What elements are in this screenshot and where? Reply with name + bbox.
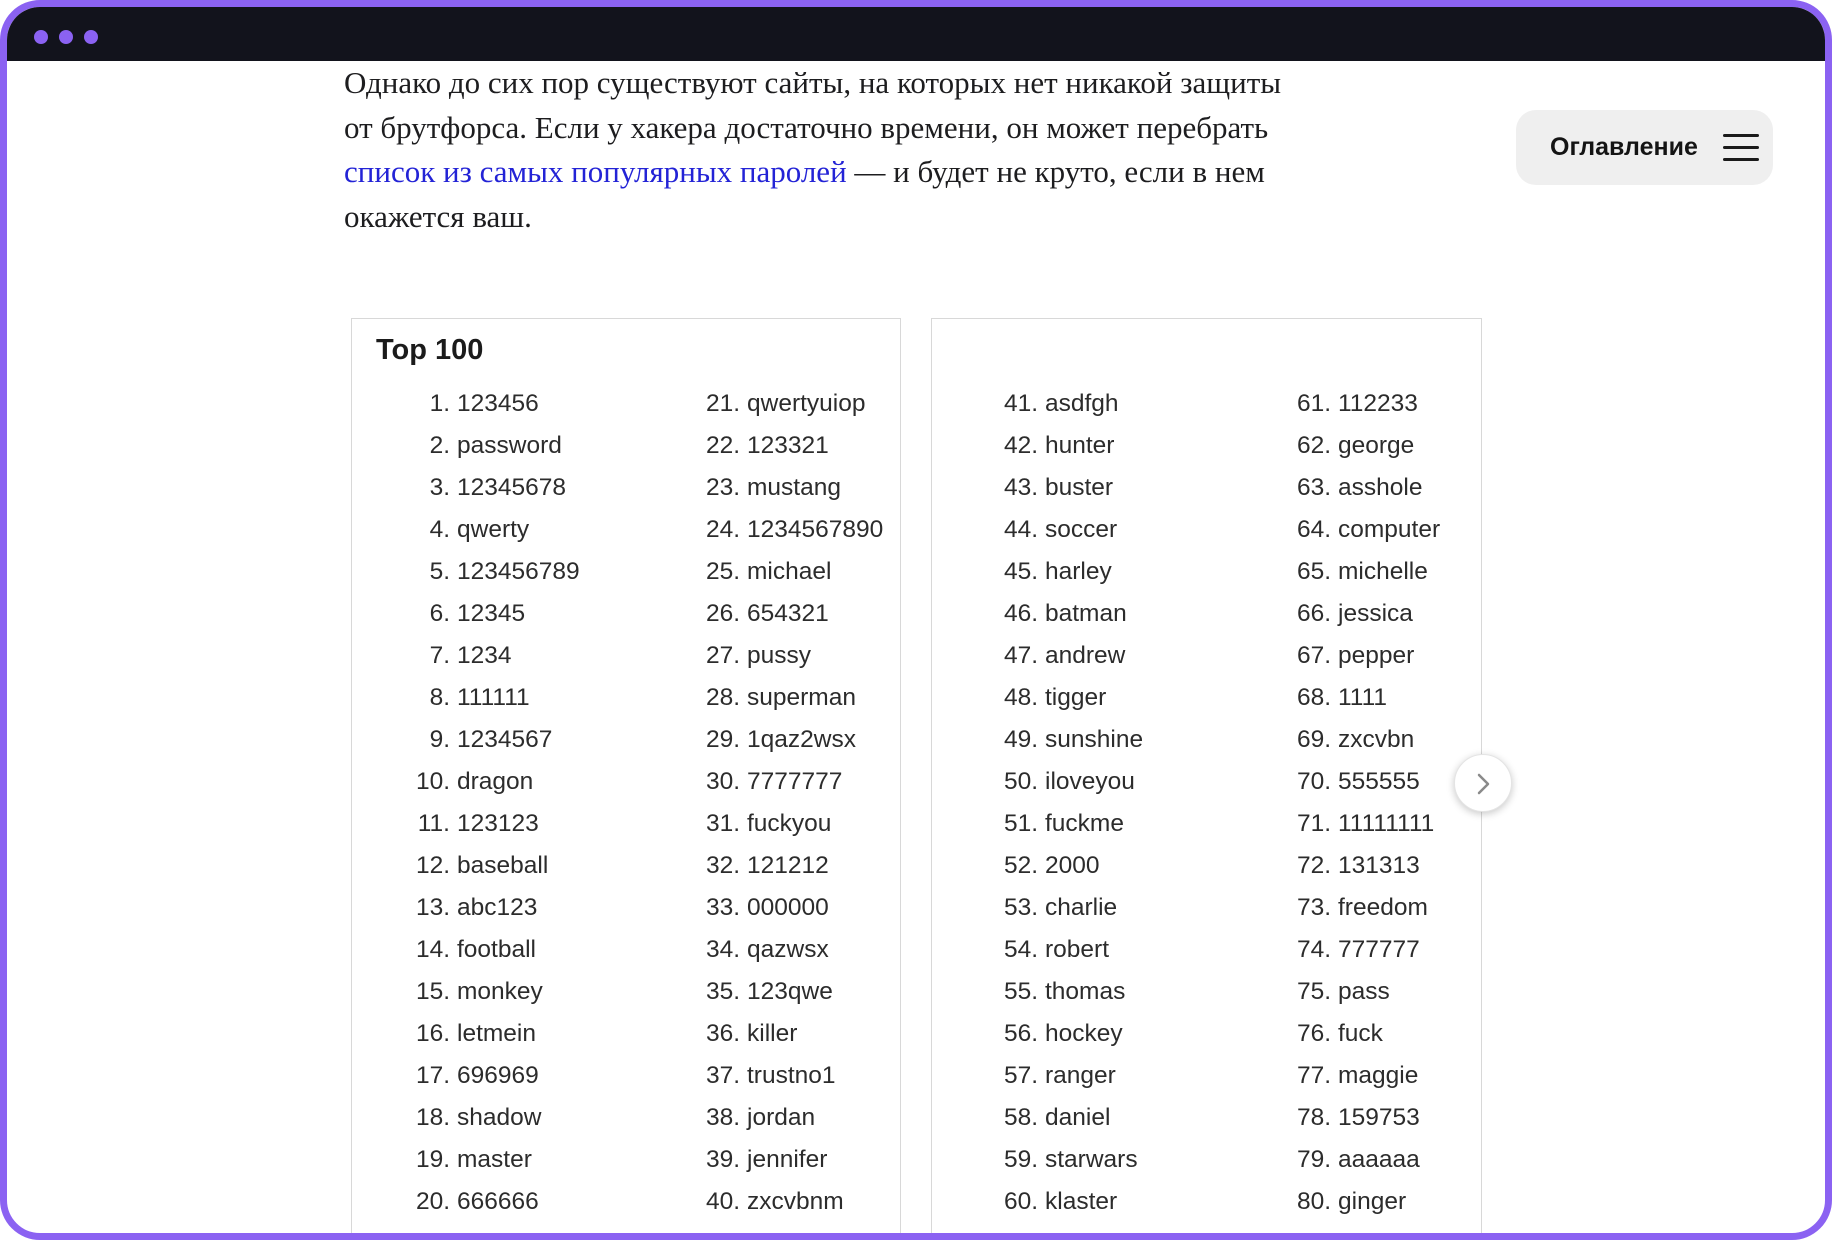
list-item-password: fuckme [1045, 810, 1124, 837]
list-item-number: 74. [1296, 936, 1331, 963]
list-item-number: 61. [1296, 390, 1331, 417]
password-list-item [998, 1055, 1116, 1097]
list-item-password: 131313 [1338, 852, 1420, 879]
password-list-item [700, 677, 856, 719]
list-item-number: 42. [1003, 432, 1038, 459]
list-item-password: asshole [1338, 474, 1423, 501]
list-item-number: 21. [705, 390, 740, 417]
list-item-password: qwerty [457, 516, 530, 543]
password-list-item [998, 509, 1117, 551]
list-item-password: football [457, 936, 537, 963]
password-list-item [700, 551, 831, 593]
password-list-item [1291, 1055, 1418, 1097]
list-item-number: 49. [1003, 726, 1038, 753]
list-item-password: pussy [747, 642, 812, 669]
window-dot-icon[interactable] [84, 30, 98, 44]
list-item-number: 12. [415, 852, 450, 879]
password-list-item [1291, 971, 1390, 1013]
list-item-number: 9. [429, 726, 450, 753]
list-item-number: 25. [705, 558, 740, 585]
password-list-item [998, 1013, 1123, 1055]
password-list-item [998, 593, 1127, 635]
list-item-number: 56. [1003, 1020, 1038, 1047]
password-list-item [410, 971, 543, 1013]
password-list-item [998, 929, 1109, 971]
list-item-password: superman [747, 684, 856, 711]
list-item-number: 43. [1003, 474, 1038, 501]
list-item-password: soccer [1045, 516, 1118, 543]
list-item-password: iloveyou [1045, 768, 1135, 795]
password-list-item [998, 719, 1143, 761]
article-text-line: окажется ваш. [344, 198, 532, 234]
list-item-number: 28. [705, 684, 740, 711]
list-item-password: trustno1 [747, 1062, 836, 1089]
popular-passwords-link[interactable]: список из самых популярных паролей [344, 154, 847, 189]
list-item-number: 40. [705, 1188, 740, 1215]
list-item-password: pass [1338, 978, 1390, 1005]
list-item-password: harley [1045, 558, 1112, 585]
list-item-password: computer [1338, 516, 1441, 543]
password-list-item [1291, 425, 1414, 467]
list-item-number: 57. [1003, 1062, 1038, 1089]
password-list-item [700, 383, 865, 425]
article-paragraph [344, 61, 1404, 239]
password-list-item [410, 1013, 536, 1055]
password-list-item [1291, 509, 1440, 551]
password-list-item [998, 845, 1100, 887]
list-item-number: 54. [1003, 936, 1038, 963]
list-item-password: klaster [1045, 1188, 1118, 1215]
toc-label: Оглавление [1550, 133, 1698, 161]
password-list-item [998, 425, 1114, 467]
password-list-item [410, 551, 580, 593]
list-item-number: 15. [415, 978, 450, 1005]
list-item-number: 2. [429, 432, 450, 459]
table-of-contents-button[interactable] [1516, 110, 1773, 185]
password-list-item [410, 1181, 539, 1223]
list-item-password: tigger [1045, 684, 1107, 711]
list-item-number: 48. [1003, 684, 1038, 711]
list-item-number: 35. [705, 978, 740, 1005]
window-dot-icon[interactable] [34, 30, 48, 44]
password-list-item [998, 1097, 1110, 1139]
list-item-number: 72. [1296, 852, 1331, 879]
list-item-password: maggie [1338, 1062, 1419, 1089]
list-item-password: dragon [457, 768, 534, 795]
list-item-password: password [457, 432, 562, 459]
list-item-password: killer [747, 1020, 798, 1047]
list-item-number: 10. [415, 768, 450, 795]
list-item-number: 66. [1296, 600, 1331, 627]
list-item-number: 63. [1296, 474, 1331, 501]
list-item-password: 123456 [457, 390, 539, 417]
password-list-item [998, 635, 1125, 677]
list-item-number: 78. [1296, 1104, 1331, 1131]
article-text-line: Однако до сих пор существуют сайты, на которых нет никакой защиты [344, 65, 1282, 100]
password-list-item [700, 929, 829, 971]
password-list-item [410, 803, 539, 845]
password-list-item [410, 887, 537, 929]
list-item-number: 7. [429, 642, 450, 669]
list-item-password: jennifer [747, 1146, 828, 1173]
list-item-password: qwertyuiop [747, 390, 866, 417]
password-list-item [700, 467, 841, 509]
list-item-number: 46. [1003, 600, 1038, 627]
list-item-password: 123qwe [747, 978, 833, 1005]
list-item-password: letmein [457, 1020, 536, 1047]
password-list-item [700, 887, 829, 929]
list-item-password: asdfgh [1045, 390, 1119, 417]
password-list-item [1291, 383, 1418, 425]
article-text-line: от брутфорса. Если у хакера достаточно времени, он может перебрать [344, 109, 1269, 145]
password-list-item [410, 761, 533, 803]
list-item-number: 75. [1296, 978, 1331, 1005]
list-item-number: 27. [705, 642, 740, 669]
list-item-password: george [1338, 432, 1415, 459]
list-item-number: 4. [429, 516, 450, 543]
list-item-password: 2000 [1045, 852, 1100, 879]
list-item-number: 44. [1003, 516, 1038, 543]
password-list-image-2 [931, 318, 1482, 1240]
list-item-password: starwars [1045, 1146, 1138, 1173]
password-list-item [700, 1181, 844, 1223]
list-item-number: 23. [705, 474, 740, 501]
password-list-image-1 [351, 318, 901, 1240]
password-list-item [998, 383, 1119, 425]
list-item-password: 123321 [747, 432, 829, 459]
list-item-number: 47. [1003, 642, 1038, 669]
password-list-item [700, 845, 829, 887]
password-list-item [1291, 467, 1422, 509]
password-list-item [700, 1013, 797, 1055]
list-item-number: 52. [1003, 852, 1038, 879]
password-list-item [410, 677, 530, 719]
password-list-item [410, 383, 539, 425]
list-item-number: 50. [1003, 768, 1038, 795]
list-item-password: andrew [1045, 642, 1126, 669]
list-item-number: 41. [1003, 390, 1038, 417]
list-item-number: 3. [429, 474, 450, 501]
list-item-number: 32. [705, 852, 740, 879]
list-item-password: zxcvbn [1338, 726, 1415, 753]
password-list-item [1291, 761, 1420, 803]
list-item-number: 65. [1296, 558, 1331, 585]
list-item-password: master [457, 1146, 532, 1173]
list-item-password: freedom [1338, 894, 1428, 921]
password-list-item [410, 425, 562, 467]
password-list-item [410, 845, 548, 887]
list-item-password: 1234567 [457, 726, 553, 753]
list-item-number: 29. [705, 726, 740, 753]
password-list-item [1291, 551, 1428, 593]
password-list-item [998, 677, 1106, 719]
list-item-password: 121212 [747, 852, 829, 879]
list-item-number: 18. [415, 1104, 450, 1131]
list-item-password: 654321 [747, 600, 829, 627]
password-list-item [1291, 593, 1413, 635]
list-item-number: 73. [1296, 894, 1331, 921]
list-item-password: baseball [457, 852, 549, 879]
list-item-password: charlie [1045, 894, 1118, 921]
password-list-item [1291, 1013, 1383, 1055]
list-item-password: 1111 [1338, 684, 1388, 711]
chevron-right-icon [1474, 772, 1494, 796]
password-list-item [700, 971, 833, 1013]
list-item-number: 8. [429, 684, 450, 711]
list-item-number: 45. [1003, 558, 1038, 585]
list-item-password: hockey [1045, 1020, 1123, 1047]
list-item-number: 76. [1296, 1020, 1331, 1047]
list-item-number: 30. [705, 768, 740, 795]
panel-title: Top 100 [376, 334, 484, 366]
list-item-password: 7777777 [747, 768, 843, 795]
list-item-number: 79. [1296, 1146, 1331, 1173]
list-item-password: thomas [1045, 978, 1126, 1005]
list-item-number: 37. [705, 1062, 740, 1089]
password-list-item [700, 509, 883, 551]
list-item-password: 112233 [1338, 390, 1418, 417]
password-list-item [410, 593, 525, 635]
list-item-password: jordan [747, 1104, 816, 1131]
list-item-password: michelle [1338, 558, 1428, 585]
list-item-number: 24. [705, 516, 740, 543]
carousel-next-button[interactable] [1454, 754, 1512, 812]
list-item-password: 696969 [457, 1062, 539, 1089]
list-item-password: 123123 [457, 810, 539, 837]
password-list-item [410, 509, 529, 551]
list-item-password: ranger [1045, 1062, 1116, 1089]
list-item-password: batman [1045, 600, 1127, 627]
password-list-item [700, 425, 829, 467]
password-list-item [410, 929, 536, 971]
list-item-password: mustang [747, 474, 841, 501]
password-list-item [700, 1097, 815, 1139]
list-item-number: 20. [415, 1188, 450, 1215]
list-item-number: 77. [1296, 1062, 1331, 1089]
list-item-number: 5. [429, 558, 450, 585]
list-item-number: 68. [1296, 684, 1331, 711]
list-item-number: 39. [705, 1146, 740, 1173]
password-list-item [998, 803, 1124, 845]
list-item-number: 70. [1296, 768, 1331, 795]
list-item-number: 16. [415, 1020, 450, 1047]
list-item-password: pepper [1338, 642, 1415, 669]
password-list-item [1291, 887, 1428, 929]
password-list-item [1291, 845, 1420, 887]
list-item-password: 159753 [1338, 1104, 1420, 1131]
password-list-item [700, 1055, 836, 1097]
list-item-password: hunter [1045, 432, 1115, 459]
list-item-password: 000000 [747, 894, 829, 921]
hamburger-menu-icon [1723, 134, 1759, 162]
list-item-password: monkey [457, 978, 543, 1005]
list-item-number: 58. [1003, 1104, 1038, 1131]
list-item-number: 62. [1296, 432, 1331, 459]
list-item-password: zxcvbnm [747, 1188, 844, 1215]
list-item-number: 31. [705, 810, 740, 837]
window-dot-icon[interactable] [59, 30, 73, 44]
list-item-number: 1. [429, 390, 450, 417]
list-item-number: 33. [705, 894, 740, 921]
list-item-number: 11. [417, 810, 450, 837]
list-item-password: michael [747, 558, 832, 585]
list-item-password: 11111111 [1338, 810, 1435, 837]
list-item-password: jessica [1338, 600, 1413, 627]
list-item-password: daniel [1045, 1104, 1111, 1131]
password-list-item [998, 761, 1135, 803]
list-item-password: abc123 [457, 894, 538, 921]
list-item-password: fuckyou [747, 810, 832, 837]
list-item-number: 26. [705, 600, 740, 627]
password-list-item [700, 719, 856, 761]
list-item-number: 14. [415, 936, 450, 963]
password-list-item [1291, 803, 1434, 845]
password-list-item [410, 635, 512, 677]
list-item-password: buster [1045, 474, 1114, 501]
password-list-item [700, 1139, 827, 1181]
password-list-item [1291, 1097, 1420, 1139]
list-item-number: 69. [1296, 726, 1331, 753]
list-item-password: ginger [1338, 1188, 1407, 1215]
list-item-password: robert [1045, 936, 1110, 963]
password-list-item [1291, 719, 1414, 761]
list-item-password: 12345 [457, 600, 526, 627]
password-list-item [410, 467, 566, 509]
window-titlebar [7, 7, 1825, 61]
password-list-item [998, 887, 1117, 929]
list-item-password: 666666 [457, 1188, 539, 1215]
list-item-password: aaaaaa [1338, 1146, 1420, 1173]
password-list-item [998, 971, 1125, 1013]
list-item-number: 60. [1003, 1188, 1038, 1215]
list-item-password: 12345678 [457, 474, 567, 501]
password-list-item [410, 1055, 539, 1097]
list-item-password: fuck [1338, 1020, 1383, 1047]
password-list-item [1291, 929, 1420, 971]
password-list-item [1291, 1139, 1420, 1181]
list-item-password: 111111 [457, 684, 530, 711]
list-item-number: 59. [1003, 1146, 1038, 1173]
password-list-item [998, 1181, 1117, 1223]
list-item-number: 17. [415, 1062, 450, 1089]
list-item-number: 36. [705, 1020, 740, 1047]
password-list-item [410, 1139, 532, 1181]
list-item-password: 1234 [457, 642, 512, 669]
list-item-number: 64. [1296, 516, 1331, 543]
list-item-password: 777777 [1338, 936, 1420, 963]
password-list-item [410, 719, 552, 761]
password-list-item [998, 467, 1113, 509]
list-item-number: 51. [1003, 810, 1038, 837]
list-item-number: 34. [705, 936, 740, 963]
list-item-number: 67. [1296, 642, 1331, 669]
password-list-item [998, 1139, 1138, 1181]
list-item-number: 6. [429, 600, 450, 627]
list-item-password: sunshine [1045, 726, 1144, 753]
list-item-password: 1qaz2wsx [747, 726, 856, 753]
password-list-item [700, 803, 831, 845]
list-item-number: 55. [1003, 978, 1038, 1005]
password-list-item [1291, 635, 1414, 677]
list-item-number: 53. [1003, 894, 1038, 921]
password-list-item [998, 551, 1112, 593]
list-item-password: 123456789 [457, 558, 580, 585]
list-item-number: 22. [705, 432, 740, 459]
password-list-item [700, 635, 811, 677]
list-item-password: shadow [457, 1104, 542, 1131]
list-item-password: qazwsx [747, 936, 829, 963]
password-list-item [700, 593, 829, 635]
password-list-item [1291, 1181, 1406, 1223]
password-list-item [1291, 677, 1387, 719]
list-item-number: 19. [415, 1146, 450, 1173]
list-item-number: 71. [1296, 810, 1331, 837]
article-text-line: — и будет не круто, если в нем [846, 154, 1265, 189]
list-item-number: 80. [1296, 1188, 1331, 1215]
list-item-number: 13. [415, 894, 450, 921]
list-item-password: 1234567890 [747, 516, 884, 543]
password-list-item [410, 1097, 541, 1139]
password-list-item [700, 761, 842, 803]
list-item-number: 38. [705, 1104, 740, 1131]
list-item-password: 555555 [1338, 768, 1420, 795]
